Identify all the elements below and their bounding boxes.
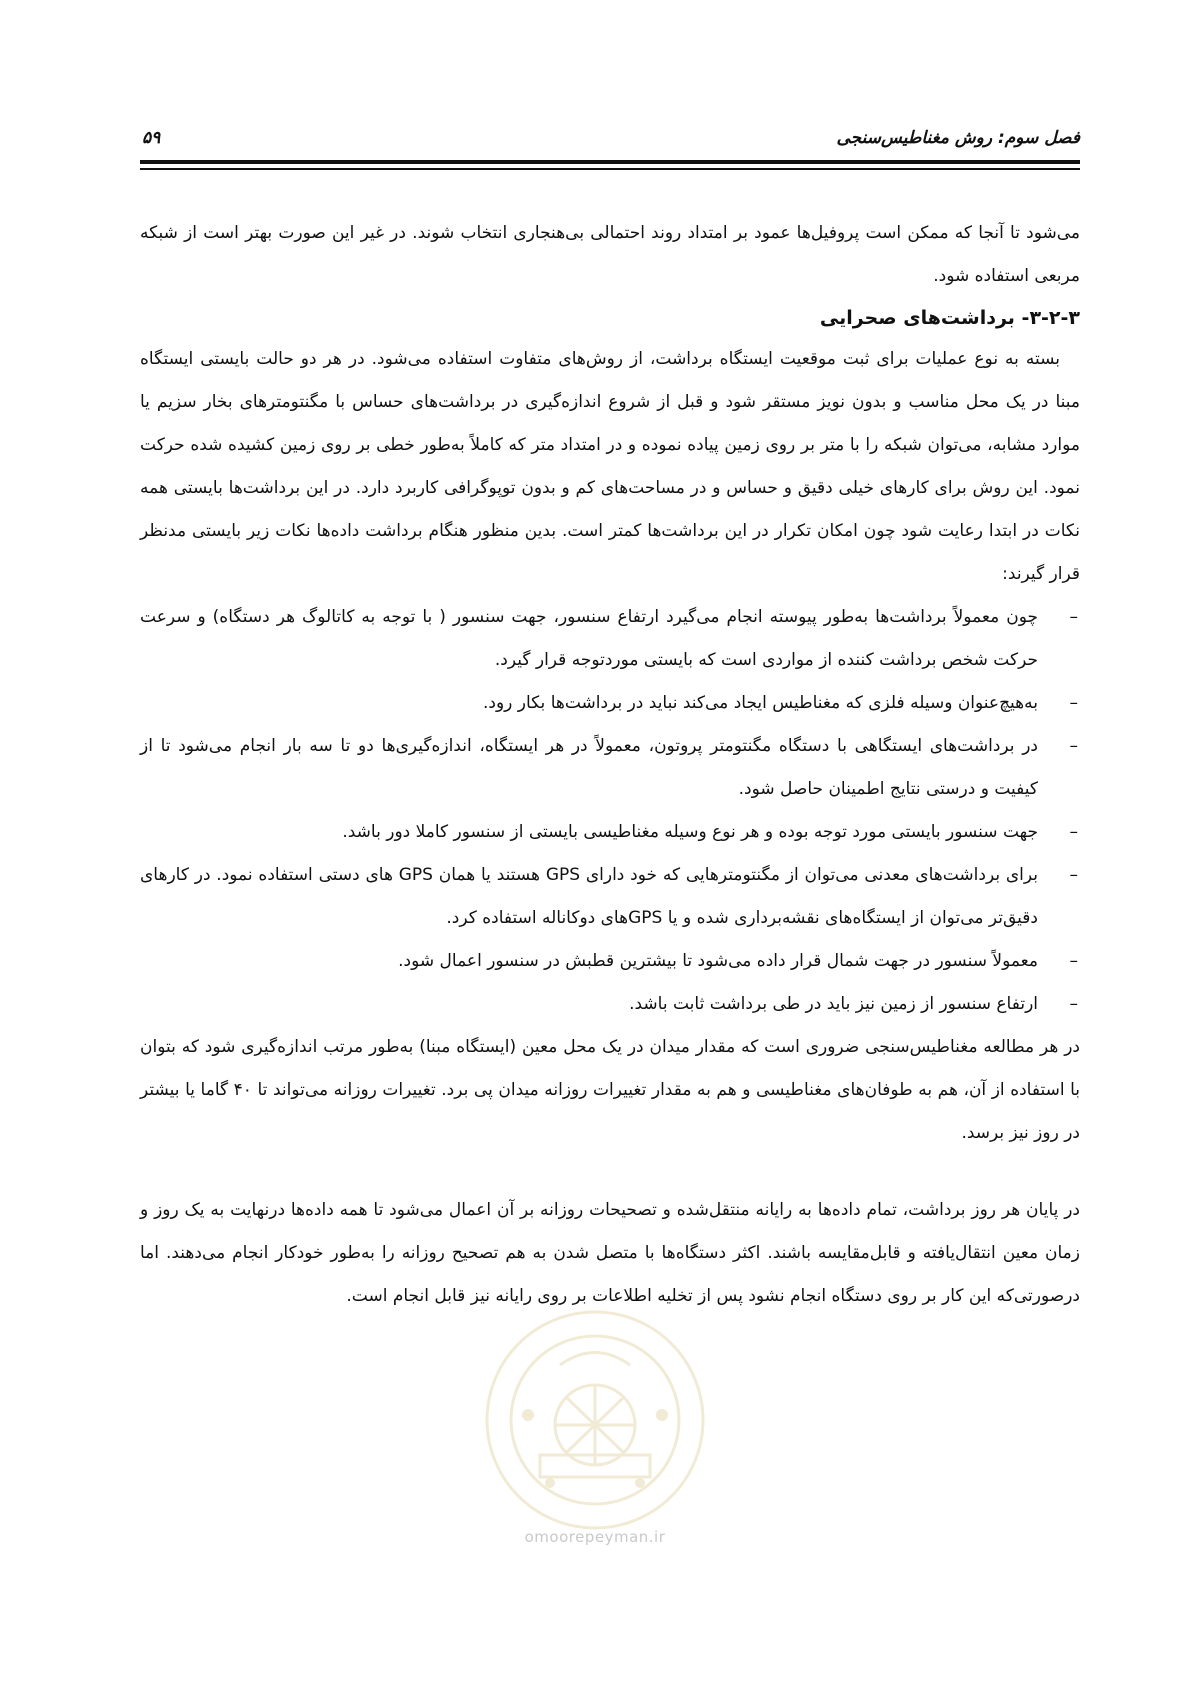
bullet-dash: –	[1069, 693, 1078, 713]
bullet-list	[140, 596, 1080, 1026]
bullet-dash: –	[1069, 951, 1078, 971]
list-item-text: معمولاً سنسور در جهت شمال قرار داده می‌شود تا بیشترین قطبش در سنسور اعمال شود.	[398, 951, 1038, 971]
body-paragraph-2: در هر مطالعه مغناطیس‌سنجی ضروری است که مقدار میدان در یک محل معین (ایستگاه مبنا) به‌طور مرتب اندازه‌گیری شود که بتوان با استفاده از آن، هم به طوفان‌های مغناطیسی و هم به مقدار تغییرات روزانه میدان پی برد. تغییرات روزانه می‌تواند تا ۴۰ گاما یا بیشتر در روز نیز برسد.	[140, 1037, 1081, 1143]
list-item	[140, 854, 1080, 940]
bullet-dash: –	[1069, 865, 1078, 885]
bullet-dash: –	[1069, 736, 1078, 756]
list-item-text: چون معمولاً برداشت‌ها به‌طور پیوسته انجام می‌گیرد ارتفاع سنسور، جهت سنسور ( با توجه به کاتالوگ هر دستگاه) و سرعت حرکت شخص برداشت کننده از مواردی است که بایستی موردتوجه قرار گیرد.	[140, 607, 1038, 670]
body-content	[140, 212, 1080, 1318]
watermark-seal-icon	[480, 1305, 710, 1535]
section-heading: ۳-۲-۳- برداشت‌های صحرایی	[819, 307, 1080, 329]
paragraph-gap	[140, 1155, 1080, 1189]
intro-paragraph: می‌شود تا آنجا که ممکن است پروفیل‌ها عمود بر امتداد روند احتمالی بی‌هنجاری انتخاب شوند. در غیر این صورت بهتر است از شبکه مربعی استفاده شود.	[140, 223, 1080, 286]
body-paragraph-3: در پایان هر روز برداشت، تمام داده‌ها به رایانه منتقل‌شده و تصحیحات روزانه بر آن اعمال می‌شود تا همه داده‌ها درنهایت به یک روز و زمان معین انتقال‌یافته و قابل‌مقایسه باشند. اکثر دستگاه‌ها با متصل شدن به هم تصحیح روزانه را به‌طور خودکار انجام می‌دهند. اما درصورتی‌که این کار بر روی دستگاه انجام نشود پس از تخلیه اطلاعات بر روی رایانه نیز قابل انجام است.	[140, 1200, 1080, 1306]
page-number: ۵۹	[142, 128, 161, 148]
running-header	[140, 128, 1080, 156]
body-paragraph-1: بسته به نوع عملیات برای ثبت موقعیت ایستگاه برداشت، از روش‌های متفاوت استفاده می‌شود. در هر دو حالت بایستی ایستگاه مبنا در یک محل مناسب و بدون نویز مستقر شود و قبل از شروع اندازه‌گیری در برداشت‌های حساس با مگنتومترهای بخار سزیم یا موارد مشابه، می‌توان شبکه را با متر بر روی زمین پیاده نموده و در امتداد متر که کاملاً به‌طور خطی بر روی زمین کشیده شده حرکت نمود. این روش برای کارهای خیلی دقیق و حساس و در مساحت‌های کم و بدون توپوگرافی کاربرد دارد. در این برداشت‌ها بایستی همه نکات در ابتدا رعایت شود چون امکان تکرار در این برداشت‌ها کمتر است. بدین منظور هنگام برداشت داده‌ها نکات زیر بایستی مدنظر قرار گیرند:	[140, 349, 1080, 584]
list-item-text: ارتفاع سنسور از زمین نیز باید در طی برداشت ثابت باشد.	[629, 994, 1038, 1014]
list-item-text: جهت سنسور بایستی مورد توجه بوده و هر نوع وسیله مغناطیسی بایستی از سنسور کاملا دور باشد.	[342, 822, 1038, 842]
watermark-text: omoorepeyman.ir	[524, 1528, 666, 1546]
list-item	[140, 940, 1080, 983]
list-item-text: در برداشت‌های ایستگاهی با دستگاه مگنتومتر پروتون، معمولاً در هر ایستگاه، اندازه‌گیری‌ها دو تا سه بار انجام می‌شود تا از کیفیت و درستی نتایج اطمینان حاصل شود.	[140, 736, 1038, 799]
chapter-title: فصل سوم: روش مغناطیس‌سنجی	[836, 128, 1080, 148]
list-item	[140, 596, 1080, 682]
list-item	[140, 725, 1080, 811]
bullet-dash: –	[1069, 822, 1078, 842]
header-rule-thick	[140, 160, 1080, 164]
list-item	[140, 983, 1080, 1026]
list-item	[140, 811, 1080, 854]
list-item	[140, 682, 1080, 725]
bullet-dash: –	[1069, 607, 1078, 627]
list-item-text: برای برداشت‌های معدنی می‌توان از مگنتومترهایی که خود دارای GPS هستند یا همان GPS های دستی استفاده نمود. در کارهای دقیق‌تر می‌توان از ایستگاه‌های نقشه‌برداری شده و یا GPSهای دوکاناله استفاده کرد.	[140, 865, 1039, 928]
list-item-text: به‌هیچ‌عنوان وسیله فلزی که مغناطیس ایجاد می‌کند نباید در برداشت‌ها بکار رود.	[482, 693, 1038, 713]
header-rule-thin	[140, 168, 1080, 170]
bullet-dash: –	[1069, 994, 1078, 1014]
